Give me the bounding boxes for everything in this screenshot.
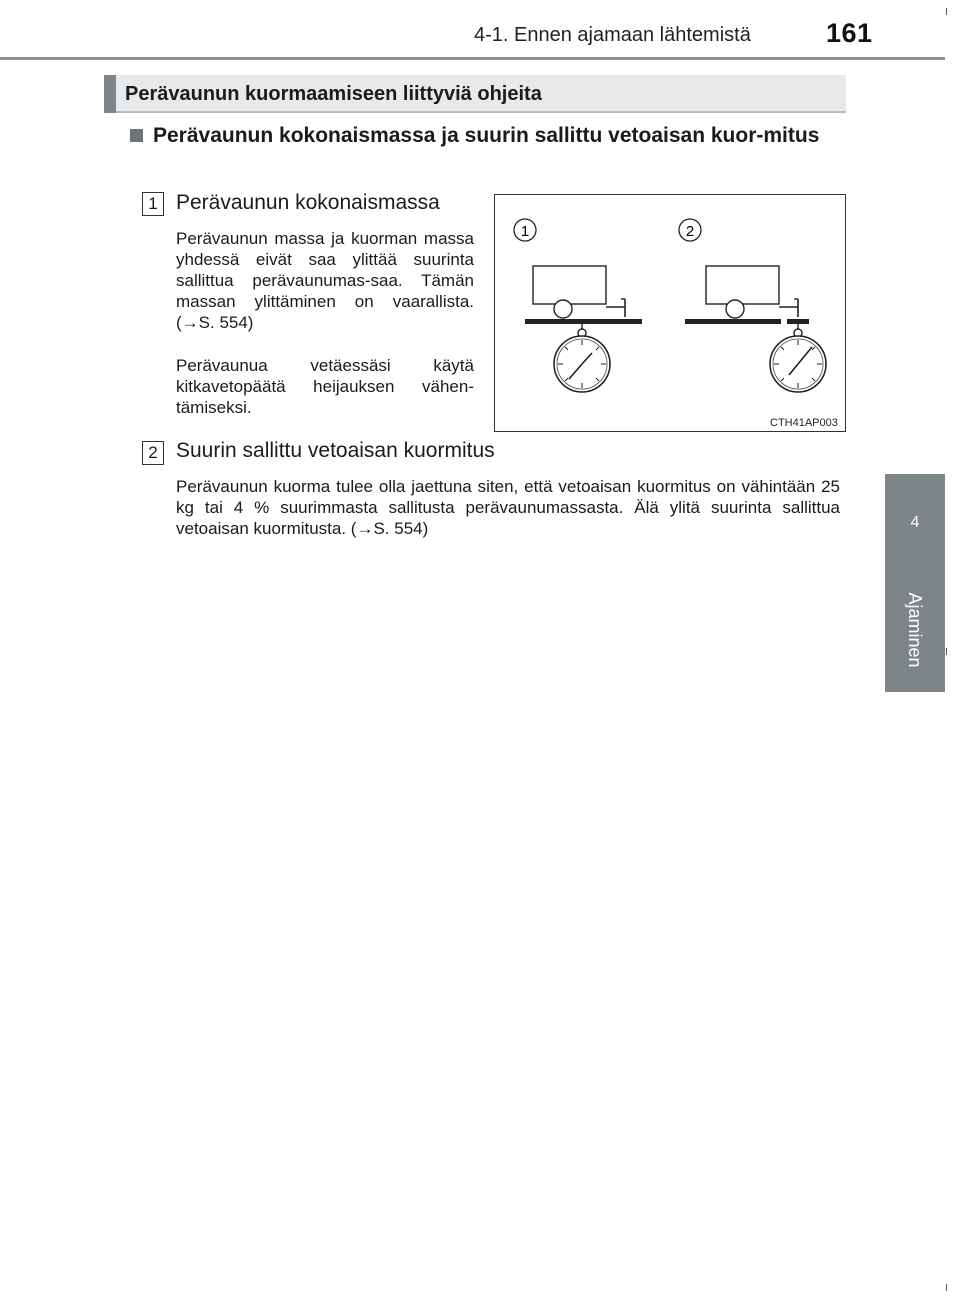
ground-line-right	[685, 319, 781, 324]
trailer-right-icon	[706, 266, 798, 318]
figure-label-1: 1	[520, 223, 530, 240]
item-1-paragraph-2: Perävaunua vetäessäsi käytä kitkavetopäätä heijauksen vähen-tämiseksi.	[176, 356, 474, 417]
item-1-paragraph-1: Perävaunun massa ja kuorman massa yhdessä eivät saa ylittää suurinta sallittua perävaunumas-saa. Tämän massan ylittäminen on vaarallista. (→S. 554)	[176, 229, 474, 332]
scale-gauge-right-icon	[770, 336, 826, 392]
ground-line-left	[525, 319, 642, 324]
running-header-section: 4-1. Ennen ajamaan lähtemistä	[474, 24, 751, 46]
chapter-label	[875, 585, 955, 675]
item-2-paragraph-1: Perävaunun kuorma tulee olla jaettuna siten, että vetoaisan kuormitus on vähintään 25 kg tai 4 % suurimmasta sallitusta perävaunumassasta. Älä ylitä suurinta sallittua vetoaisan kuormitusta. (→S. 554)	[176, 477, 840, 538]
item-number-1: 1	[142, 192, 164, 216]
trailer-scale-drawing	[495, 195, 845, 431]
item-title-1: Perävaunun kokonaismassa	[176, 191, 440, 214]
chapter-number: 4	[910, 514, 920, 531]
illustration-trailer-scales	[494, 194, 846, 432]
subsection-heading: Perävaunun kokonaismassa ja suurin sallittu vetoaisan kuor-mitus	[153, 124, 820, 147]
chapter-label-text: Ajaminen	[905, 592, 926, 668]
header-rule	[0, 57, 945, 60]
scale-gauge-left-icon	[554, 336, 610, 392]
section-title-accent	[104, 75, 116, 113]
section-title: Perävaunun kuormaamiseen liittyviä ohjeita	[125, 83, 542, 105]
item-number-2: 2	[142, 441, 164, 465]
trailer-left-icon	[533, 266, 625, 318]
figure-code: CTH41AP003	[770, 417, 838, 429]
figure-label-2: 2	[685, 223, 695, 240]
heading-bullet-icon	[130, 129, 143, 142]
crop-mark	[946, 1284, 947, 1291]
crop-mark	[946, 8, 947, 15]
item-title-2: Suurin sallittu vetoaisan kuormitus	[176, 439, 495, 462]
page-number: 161	[826, 18, 873, 48]
